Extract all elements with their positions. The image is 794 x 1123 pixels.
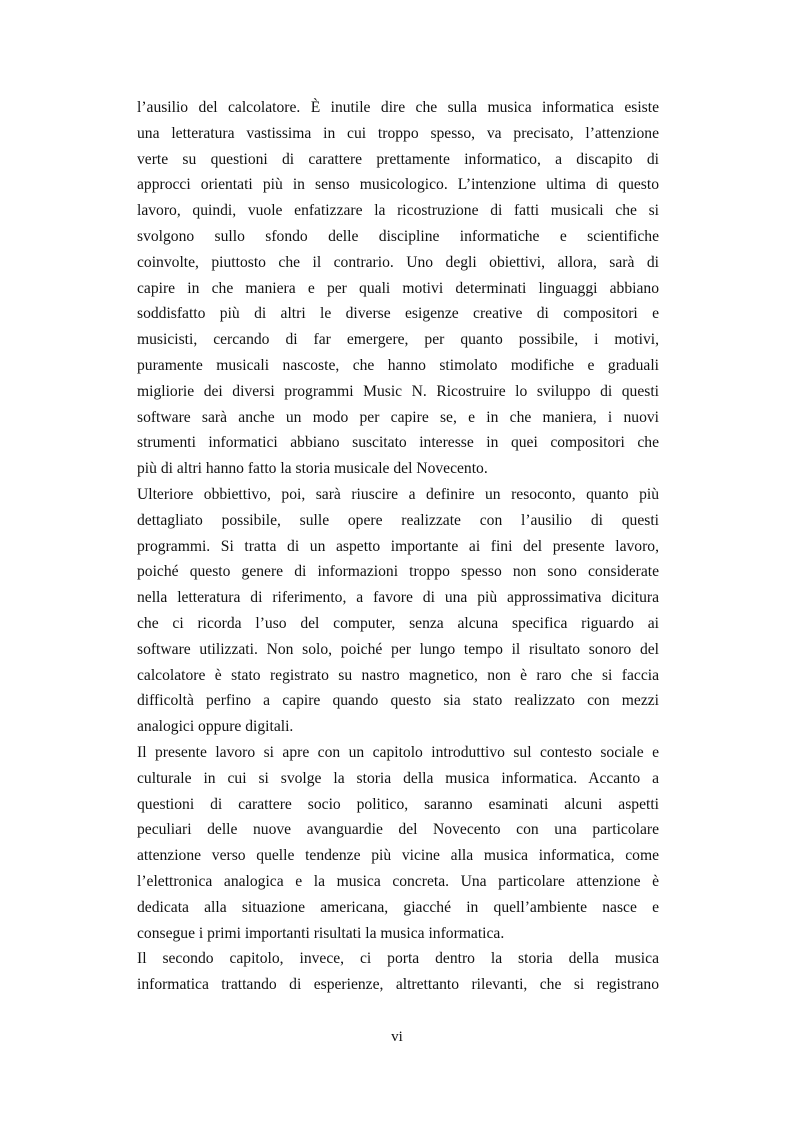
text-line: l’ausilio del calcolatore. È inutile dire che sulla musica informatica esiste [137,99,659,116]
paragraph [137,95,659,482]
text-line: approcci orientati più in senso musicologico. L’intenzione ultima di questo [137,176,659,194]
text-line: Il secondo capitolo, invece, ci porta dentro la storia della musica [137,950,659,968]
text-line: software sarà anche un modo per capire se, e in che maniera, i nuovi [137,408,659,426]
text-line: musicisti, cercando di far emergere, per quanto possibile, i motivi, [137,331,659,349]
text-line: poiché questo genere di informazioni troppo spesso non sono considerate [137,563,659,581]
page-number: vi [391,1029,403,1045]
body-text [137,95,659,998]
text-line: migliorie dei diversi programmi Music N. Ricostruire lo sviluppo di questi [137,382,659,400]
paragraph [137,482,659,740]
text-line: coinvolte, piuttosto che il contrario. Uno degli obiettivi, allora, sarà di [137,253,659,271]
text-line: dettagliato possibile, sulle opere realizzate con l’ausilio di questi [137,511,659,529]
text-line: Ulteriore obbiettivo, poi, sarà riuscire a definire un resoconto, quanto più [137,485,659,503]
text-line: questioni di carattere socio politico, saranno esaminati alcuni aspetti [137,795,659,813]
text-line: capire in che maniera e per quali motivi determinati linguaggi abbiano [137,279,659,297]
text-line: peculiari delle nuove avanguardie del Novecento con una particolare [137,821,659,839]
text-line: una letteratura vastissima in cui troppo spesso, va precisato, l’attenzione [137,124,659,142]
text-line: strumenti informatici abbiano suscitato interesse in quei compositori che [137,434,659,452]
text-line: attenzione verso quelle tendenze più vicine alla musica informatica, come [137,847,659,865]
text-line: che ci ricorda l’uso del computer, senza alcuna specifica riguardo ai [137,614,659,632]
text-line: software utilizzati. Non solo, poiché per lungo tempo il risultato sonoro del [137,640,659,658]
text-line: calcolatore è stato registrato su nastro magnetico, non è raro che si faccia [137,666,659,684]
text-line: verte su questioni di carattere prettamente informatico, a discapito di [137,150,659,168]
text-line: puramente musicali nascoste, che hanno stimolato modifiche e graduali [137,356,659,374]
paragraph [137,946,659,998]
text-line: Il presente lavoro si apre con un capitolo introduttivo sul contesto sociale e [137,743,659,761]
text-line: consegue i primi importanti risultati la musica informatica. [137,924,505,942]
text-line: l’elettronica analogica e la musica concreta. Una particolare attenzione è [137,872,659,890]
text-line: informatica trattando di esperienze, altrettanto rilevanti, che si registrano [137,976,659,994]
text-line: dedicata alla situazione americana, giacché in quell’ambiente nasce e [137,898,659,916]
text-line: soddisfatto più di altri le diverse esigenze creative di compositori e [137,305,659,323]
text-line: analogici oppure digitali. [137,718,294,736]
text-line: svolgono sullo sfondo delle discipline informatiche e scientifiche [137,227,659,245]
text-line: difficoltà perfino a capire quando questo sia stato realizzato con mezzi [137,692,659,710]
text-line: programmi. Si tratta di un aspetto importante ai fini del presente lavoro, [137,537,659,555]
text-line: culturale in cui si svolge la storia della musica informatica. Accanto a [137,769,659,787]
text-line: nella letteratura di riferimento, a favore di una più approssimativa dicitura [137,589,659,607]
text-line: lavoro, quindi, vuole enfatizzare la ricostruzione di fatti musicali che si [137,202,659,220]
text-line: più di altri hanno fatto la storia musicale del Novecento. [137,460,488,478]
paragraph [137,740,659,946]
